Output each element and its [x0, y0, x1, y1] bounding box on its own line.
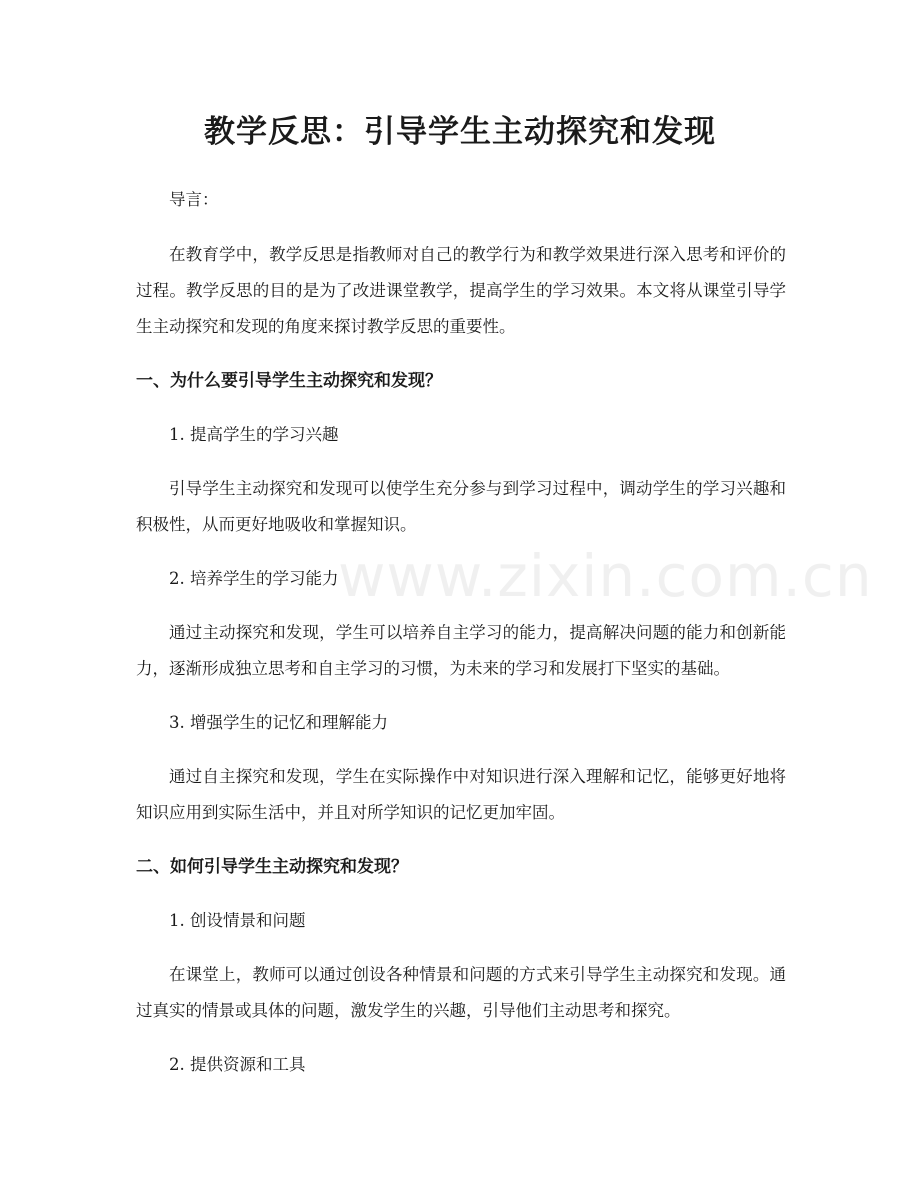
item-title: 3. 增强学生的记忆和理解能力	[169, 713, 388, 732]
section-heading: 一、为什么要引导学生主动探究和发现？	[136, 371, 442, 391]
item-paragraph: 在课堂上，教师可以通过创设各种情景和问题的方式来引导学生主动探究和发现。通过真实的情景或具体的问题，激发学生的兴趣，引导他们主动思考和探究。	[136, 965, 786, 1020]
section-heading: 二、如何引导学生主动探究和发现？	[136, 857, 408, 877]
item-title: 1. 提高学生的学习兴趣	[169, 425, 339, 444]
item-paragraph: 引导学生主动探究和发现可以使学生充分参与到学习过程中，调动学生的学习兴趣和积极性，从而更好地吸收和掌握知识。	[136, 479, 786, 534]
intro-paragraph: 在教育学中，教学反思是指教师对自己的教学行为和教学效果进行深入思考和评价的过程。教学反思的目的是为了改进课堂教学，提高学生的学习效果。本文将从课堂引导学生主动探究和发现的角度来探讨教学反思的重要性。	[136, 245, 786, 336]
item-paragraph: 通过自主探究和发现，学生在实际操作中对知识进行深入理解和记忆，能够更好地将知识应用到实际生活中，并且对所学知识的记忆更加牢固。	[136, 767, 786, 822]
item-paragraph: 通过主动探究和发现，学生可以培养自主学习的能力，提高解决问题的能力和创新能力，逐渐形成独立思考和自主学习的习惯，为未来的学习和发展打下坚实的基础。	[136, 623, 786, 678]
item-title: 2. 培养学生的学习能力	[169, 569, 339, 588]
document-title: 教学反思：引导学生主动探究和发现	[204, 114, 716, 150]
intro-label: 导言：	[169, 190, 219, 209]
item-title: 1. 创设情景和问题	[169, 911, 306, 930]
document-body	[136, 182, 786, 1101]
watermark: www.zixin.com.cn	[338, 542, 873, 610]
item-title: 2. 提供资源和工具	[169, 1055, 306, 1074]
